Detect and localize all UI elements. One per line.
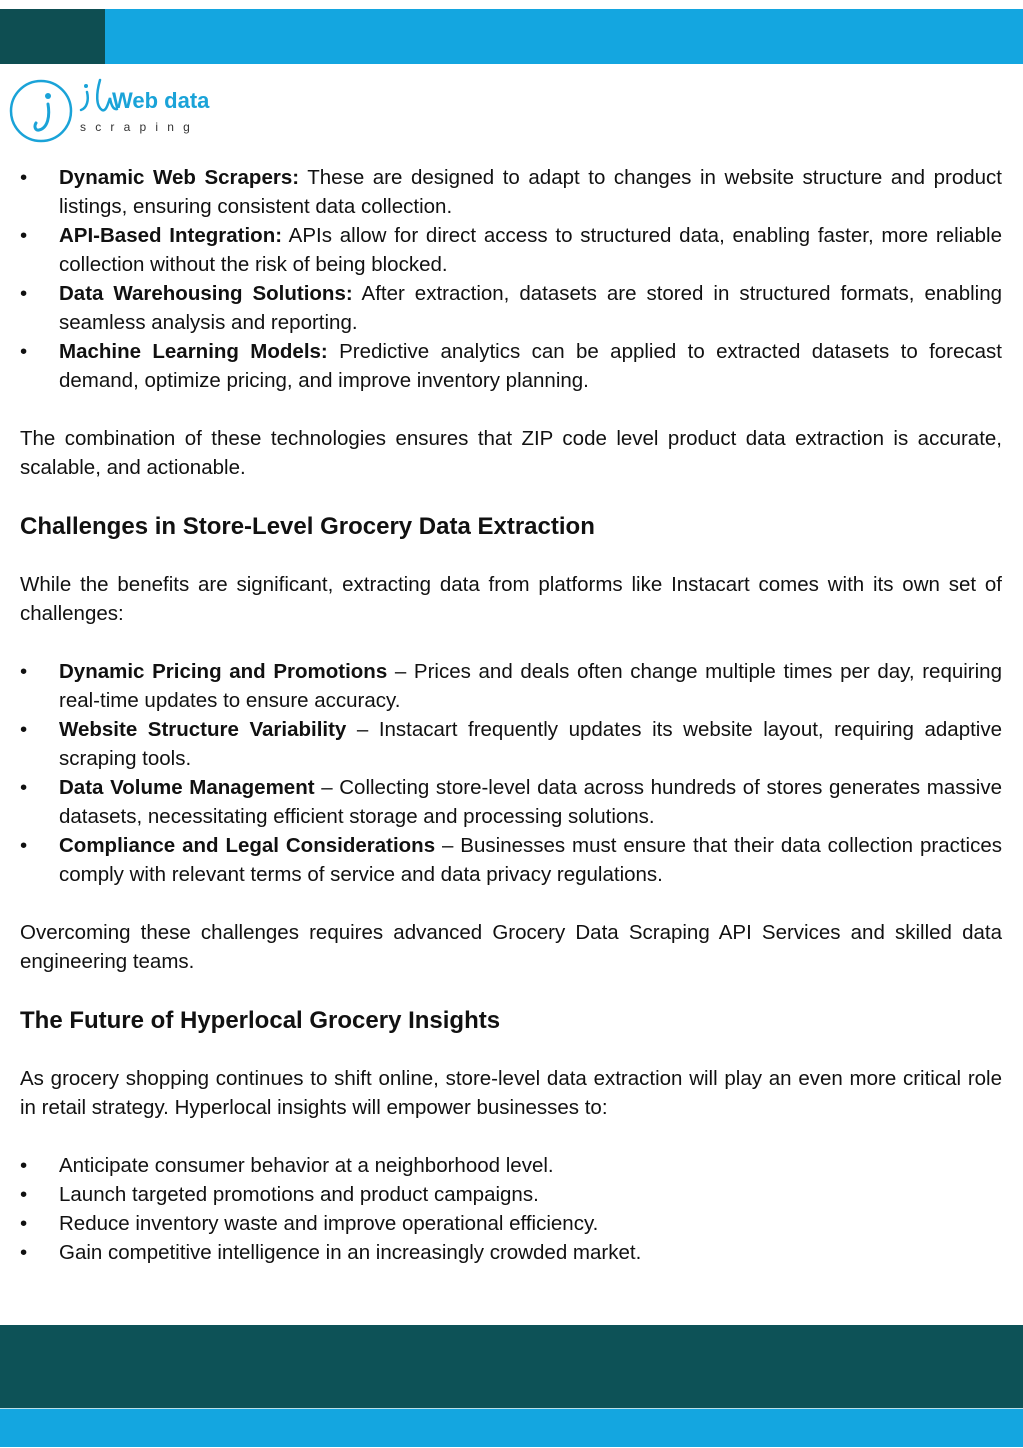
list-item: • Gain competitive intelligence in an increasingly crowded market. [20,1238,1002,1267]
list-item: • Dynamic Web Scrapers: These are designed to adapt to changes in website structure and product listings, ensuring consistent data collection. [20,163,1002,221]
list-item: • Data Volume Management – Collecting store-level data across hundreds of stores generates massive datasets, necessitating efficient storage and processing solutions. [20,773,1002,831]
footer-blue-band [0,1409,1023,1447]
list-item: • Data Warehousing Solutions: After extraction, datasets are stored in structured formats, enabling seamless analysis and reporting. [20,279,1002,337]
technology-list [20,163,1002,395]
list-item: • Dynamic Pricing and Promotions – Prices and deals often change multiple times per day, requiring real-time updates to ensure accuracy. [20,657,1002,715]
paragraph-future-intro: As grocery shopping continues to shift online, store-level data extraction will play an even more critical role in retail strategy. Hyperlocal insights will empower businesses to: [20,1067,1002,1119]
header-teal-block [0,9,105,64]
future-list [20,1151,1002,1267]
list-item: • Compliance and Legal Considerations – Businesses must ensure that their data collection practices comply with relevant terms of service and data privacy regulations. [20,831,1002,889]
challenges-list [20,657,1002,889]
list-item: • Reduce inventory waste and improve operational efficiency. [20,1209,1002,1238]
paragraph-combination: The combination of these technologies ensures that ZIP code level product data extraction is accurate, scalable, and actionable. [20,427,1002,479]
list-item: • Launch targeted promotions and product campaigns. [20,1180,1002,1209]
list-item: • Anticipate consumer behavior at a neighborhood level. [20,1151,1002,1180]
list-item: • API-Based Integration: APIs allow for direct access to structured data, enabling faster, more reliable collection without the risk of being blocked. [20,221,1002,279]
list-item: • Website Structure Variability – Instacart frequently updates its website layout, requiring adaptive scraping tools. [20,715,1002,773]
header-blue-bar [105,9,1023,64]
heading-future: The Future of Hyperlocal Grocery Insights [20,1007,501,1034]
paragraph-challenges-intro: While the benefits are significant, extracting data from platforms like Instacart comes with its own set of challenges: [20,573,1002,625]
paragraph-challenges-outro: Overcoming these challenges requires advanced Grocery Data Scraping API Services and skilled data engineering teams. [20,921,1002,973]
logo-wordmark: Web data [112,88,210,113]
document-body [20,163,1002,1267]
heading-challenges: Challenges in Store-Level Grocery Data Extraction [20,513,595,540]
footer-teal-band [0,1325,1023,1408]
logo-tagline: scraping [80,120,199,134]
list-item: • Machine Learning Models: Predictive analytics can be applied to extracted datasets to forecast demand, optimize pricing, and improve inventory planning. [20,337,1002,395]
